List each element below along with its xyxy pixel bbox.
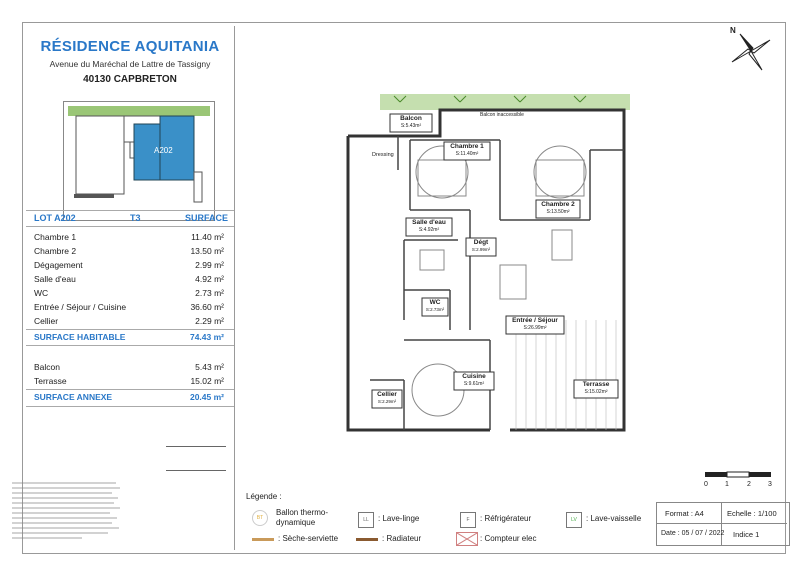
lave-vaisselle-icon: LV — [566, 512, 582, 528]
info-box — [656, 502, 790, 546]
surface-habitable: SURFACE HABITABLE 74.43 m² — [34, 332, 224, 342]
project-title: RÉSIDENCE AQUITANIA — [40, 38, 220, 55]
project-address: Avenue du Maréchal de Lattre de Tassigny — [49, 59, 211, 69]
label-terrasse: Terrasse — [582, 381, 610, 388]
label-salle-eau: Salle d'eau — [412, 219, 446, 226]
room-row: Entrée / Séjour / Cuisine 36.60 m² — [34, 302, 224, 312]
table-header — [26, 213, 234, 227]
compteur-elec-icon — [456, 532, 478, 546]
scale-tick: 1 — [725, 481, 729, 488]
floor-plan — [340, 90, 640, 450]
area-balcon: S:5.43m² — [400, 123, 422, 129]
area-salle-eau: S:4.92m² — [418, 227, 440, 233]
surface-label: SURFACE — [184, 213, 228, 223]
label-wc: WC — [429, 299, 441, 306]
area-terrasse: S:15.02m² — [584, 389, 608, 395]
project-city: 40130 CAPBRETON — [83, 74, 177, 85]
label-balcon-inaccessible: Balcon inaccessible — [480, 112, 524, 118]
area-cuisine: S:9.61m² — [463, 381, 485, 387]
radiateur-icon — [356, 538, 378, 541]
area-cellier: S:2.29m² — [377, 399, 397, 404]
room-row: Dégagement 2.99 m² — [34, 260, 224, 270]
scale-tick: 0 — [704, 481, 708, 488]
indice-label: Indice 1 — [733, 530, 760, 539]
label-dressing: Dressing — [372, 152, 394, 158]
area-degt: S:2.99m² — [471, 247, 491, 252]
legend-compteur-elec: : Compteur elec — [480, 534, 537, 543]
legend-radiateur: : Radiateur — [382, 534, 422, 543]
room-row: Salle d'eau 4.92 m² — [34, 274, 224, 284]
legend-refrigerateur: : Réfrigérateur — [480, 514, 532, 523]
annex-row: Balcon 5.43 m² — [34, 362, 224, 372]
label-balcon: Balcon — [400, 115, 422, 122]
scale-tick: 3 — [768, 481, 772, 488]
legend-ballon: Ballon thermo-dynamique — [276, 508, 329, 527]
annex-row: Terrasse 15.02 m² — [34, 376, 224, 386]
lave-linge-icon: LL — [358, 512, 374, 528]
surface-annexe: SURFACE ANNEXE 20.45 m² — [34, 392, 224, 402]
key-plan-label: A202 — [154, 146, 173, 155]
ballon-icon: BT — [252, 510, 268, 526]
key-plan — [63, 101, 215, 221]
type-label: T3 — [130, 213, 141, 223]
legend-lave-vaisselle: : Lave-vaisselle — [586, 514, 642, 523]
room-row: Cellier 2.29 m² — [34, 316, 224, 326]
format-label: Format : A4 — [665, 509, 704, 518]
info-panel — [26, 26, 235, 550]
label-chambre1: Chambre 1 — [450, 143, 484, 150]
label-cellier: Cellier — [377, 391, 397, 398]
legend-title: Légende : — [246, 492, 282, 501]
label-cuisine: Cuisine — [462, 373, 486, 380]
area-chambre1: S:11.40m² — [455, 151, 479, 157]
scale-bar — [704, 470, 774, 490]
legend-lave-linge: : Lave-linge — [378, 514, 420, 523]
refrigerateur-icon: F — [460, 512, 476, 528]
scale-tick: 2 — [747, 481, 751, 488]
disclaimer-text — [12, 480, 122, 548]
room-row: Chambre 2 13.50 m² — [34, 246, 224, 256]
label-chambre2: Chambre 2 — [541, 201, 575, 208]
echelle-label: Echelle : 1/100 — [727, 509, 777, 518]
date-label: Date : 05 / 07 / 2022 — [661, 530, 725, 537]
area-wc: S:2.73m² — [425, 307, 445, 312]
room-row: WC 2.73 m² — [34, 288, 224, 298]
compass-north-label: N — [730, 26, 736, 35]
room-row: Chambre 1 11.40 m² — [34, 232, 224, 242]
seche-serviette-icon — [252, 538, 274, 541]
label-entree: Entrée / Séjour — [512, 317, 558, 324]
label-degt: Dégt — [473, 239, 489, 246]
lot-label: LOT A202 — [34, 213, 76, 223]
area-chambre2: S:13.50m² — [546, 209, 570, 215]
legend-seche-serviette: : Sèche-serviette — [278, 534, 339, 543]
area-entree: S:26.99m² — [523, 325, 547, 331]
compass-icon — [726, 26, 776, 76]
